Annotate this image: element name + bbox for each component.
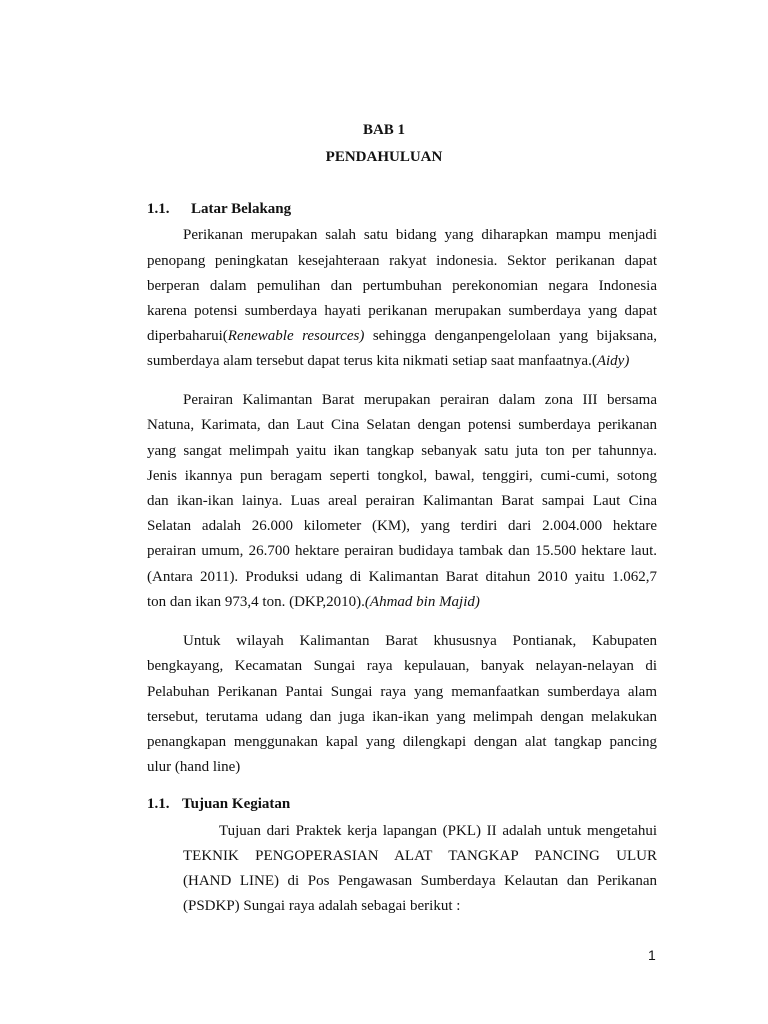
paragraph-line: ulur (hand line) bbox=[147, 759, 241, 775]
text-run: sumberdaya alam tersebut dapat terus kita nikmati setiap saat manfaatnya.( bbox=[147, 353, 597, 369]
paragraph-line: Pelabuhan Perikanan Pantai Sungai raya yang memanfaatkan sumberdaya alam bbox=[147, 684, 657, 700]
chapter-label: BAB 1 bbox=[362, 122, 406, 138]
text-run: sehingga denganpengelolaan yang bijaksana, bbox=[364, 328, 658, 344]
paragraph-line: (PSDKP) Sungai raya adalah sebagai berikut : bbox=[183, 898, 461, 914]
italic-citation: (Ahmad bin Majid) bbox=[364, 594, 480, 610]
paragraph-line: penangkapan menggunakan kapal yang dilengkapi dengan alat tangkap pancing bbox=[147, 734, 657, 750]
section-number: 1.1. bbox=[147, 201, 170, 217]
paragraph-line: tersebut, terutama udang dan juga ikan-ikan yang melimpah dengan melakukan bbox=[147, 709, 657, 725]
paragraph-line: karena potensi sumberdaya hayati perikanan merupakan sumberdaya yang dapat bbox=[147, 303, 657, 319]
section-heading-latar-belakang bbox=[147, 201, 291, 218]
italic-citation: Aidy) bbox=[596, 353, 630, 369]
paragraph-line: Untuk wilayah Kalimantan Barat khususnya Pontianak, Kabupaten bbox=[183, 633, 657, 649]
page-number: 1 bbox=[648, 947, 656, 963]
paragraph-line: bengkayang, Kecamatan Sungai raya kepulauan, banyak nelayan-nelayan di bbox=[147, 658, 657, 674]
paragraph-line: Jenis ikannya pun beragam seperti tongkol, bawal, tenggiri, cumi-cumi, sotong bbox=[147, 468, 657, 484]
chapter-title: PENDAHULUAN bbox=[325, 149, 443, 165]
paragraph-line: yang sangat melimpah yaitu ikan tangkap sebanyak satu juta ton per tahunnya. bbox=[147, 443, 657, 459]
paragraph-line: (HAND LINE) di Pos Pengawasan Sumberdaya Kelautan dan Perikanan bbox=[183, 873, 657, 889]
paragraph-line: penopang peningkatan kesejahteraan rakyat indonesia. Sektor perikanan dapat bbox=[147, 253, 657, 269]
paragraph-line: Selatan adalah 26.000 kilometer (KM), yang terdiri dari 2.004.000 hektare bbox=[147, 518, 657, 534]
paragraph-line: (Antara 2011). Produksi udang di Kalimantan Barat ditahun 2010 yaitu 1.062,7 bbox=[147, 569, 657, 585]
paragraph-line bbox=[147, 593, 657, 611]
paragraph-line bbox=[147, 327, 657, 345]
paragraph-line: perairan umum, 26.700 hektare perairan budidaya tambak dan 15.500 hektare laut. bbox=[147, 543, 657, 559]
paragraph-line: dan ikan-ikan lainya. Luas areal perairan Kalimantan Barat sampai Laut Cina bbox=[147, 493, 657, 509]
paragraph-line: Natuna, Karimata, dan Laut Cina Selatan dengan potensi sumberdaya perikanan bbox=[147, 417, 657, 433]
paragraph-line: Tujuan dari Praktek kerja lapangan (PKL) II adalah untuk mengetahui bbox=[219, 823, 657, 839]
paragraph-line: Perikanan merupakan salah satu bidang yang diharapkan mampu menjadi bbox=[183, 227, 657, 243]
section-title: Latar Belakang bbox=[191, 201, 292, 217]
paragraph-line: Perairan Kalimantan Barat merupakan perairan dalam zona III bersama bbox=[183, 392, 657, 408]
paragraph-line: berperan dalam pemulihan dan pertumbuhan perekonomian negara Indonesia bbox=[147, 278, 657, 294]
paragraph-line bbox=[147, 352, 657, 370]
section-title: Tujuan Kegiatan bbox=[182, 796, 291, 812]
section-heading-tujuan-kegiatan bbox=[147, 796, 290, 813]
section-number: 1.1. bbox=[147, 796, 170, 812]
text-run: ton dan ikan 973,4 ton. (DKP,2010). bbox=[147, 594, 365, 610]
italic-term: Renewable resources) bbox=[227, 328, 365, 344]
paragraph-line: TEKNIK PENGOPERASIAN ALAT TANGKAP PANCING ULUR bbox=[183, 848, 657, 864]
text-run: diperbaharui( bbox=[147, 328, 228, 344]
